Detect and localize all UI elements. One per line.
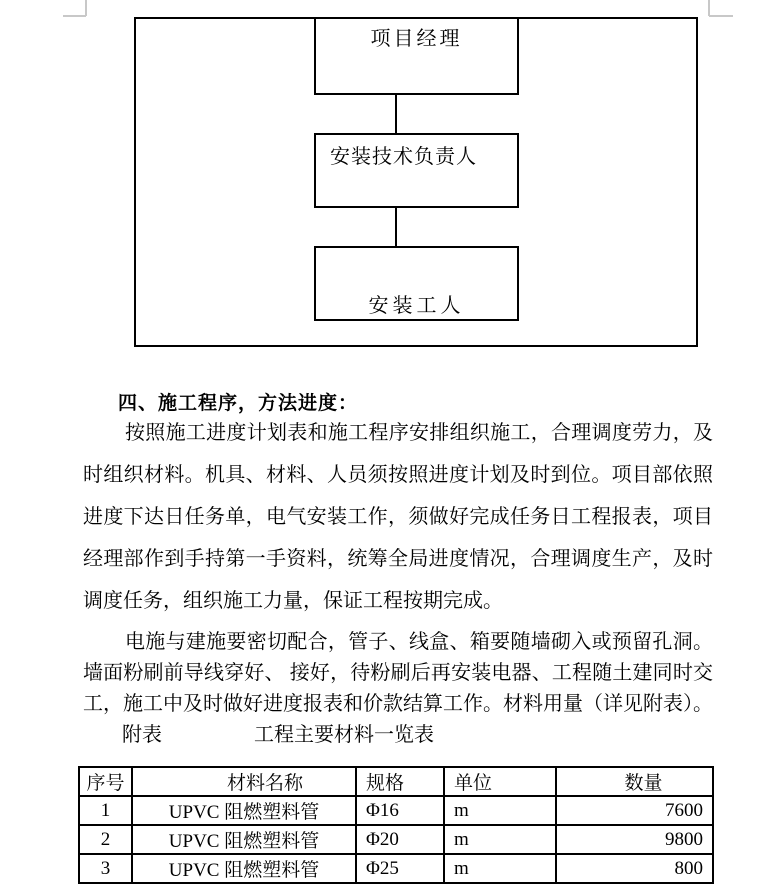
cell-unit: m [444,825,556,854]
table-row [79,796,713,825]
cell-material-name: UPVC 阻燃塑料管 [132,796,356,825]
cell-unit: m [444,854,556,883]
paragraph-line: 调度任务，组织施工力量，保证工程按期完成。 [83,590,503,612]
cell-quantity: 9800 [556,825,713,854]
paragraph-line: 工，施工中及时做好进度报表和价款结算工作。材料用量（详见附表）。 [83,693,713,715]
cell-spec: Φ20 [356,825,444,854]
table-header-row [79,767,713,796]
org-connector-line [395,208,397,246]
cell-material-name: UPVC 阻燃塑料管 [132,854,356,883]
paragraph-line: 墙面粉刷前导线穿好、 接好，待粉刷后再安装电器、工程随土建同时交 [83,662,713,684]
cell-index: 1 [79,796,132,825]
paragraph-line: 时组织材料。机具、材料、人员须按照进度计划及时到位。项目部依照 [83,464,713,486]
org-box-project-manager: 项目经理 [314,17,519,95]
table-caption [83,720,713,751]
cell-quantity: 800 [556,854,713,883]
cell-index: 2 [79,825,132,854]
org-connector-line [395,95,397,133]
cell-spec: Φ25 [356,854,444,883]
col-header-index: 序号 [79,767,132,796]
paragraph-line: 电施与建施要密切配合，管子、线盒、箱要随墙砌入或预留孔洞。 [125,631,713,653]
paragraph-line: 经理部作到手持第一手资料，统筹全局进度情况，合理调度生产，及时 [83,548,713,570]
table-row [79,825,713,854]
cell-spec: Φ16 [356,796,444,825]
cell-unit: m [444,796,556,825]
cell-index: 3 [79,854,132,883]
cell-material-name: UPVC 阻燃塑料管 [132,825,356,854]
section-heading: 四、施工程序，方法进度： [118,393,359,414]
paragraph-line: 进度下达日任务单，电气安装工作，须做好完成任务日工程报表，项目 [83,506,713,528]
paragraph-2 [83,627,713,751]
table-row [79,854,713,883]
text-boundary-corner-left-icon [63,15,86,17]
paragraph-1 [83,412,713,622]
text-boundary-corner-right-icon [709,15,733,17]
col-header-spec: 规格 [356,767,444,796]
materials-table [78,766,714,884]
col-header-quantity: 数量 [556,767,713,796]
col-header-unit: 单位 [444,767,556,796]
paragraph-line: 按照施工进度计划表和施工程序安排组织施工，合理调度劳力，及 [125,422,713,444]
org-box-installation-technical-lead: 安装技术负责人 [314,133,519,208]
text-boundary-corner-left-icon [85,0,87,16]
col-header-material-name: 材料名称 [132,767,356,796]
org-box-installation-workers: 安装工人 [314,246,519,321]
table-caption-prefix: 附表 [122,724,162,746]
table-caption-title: 工程主要材料一览表 [254,724,434,746]
text-boundary-corner-right-icon [708,0,710,16]
cell-quantity: 7600 [556,796,713,825]
